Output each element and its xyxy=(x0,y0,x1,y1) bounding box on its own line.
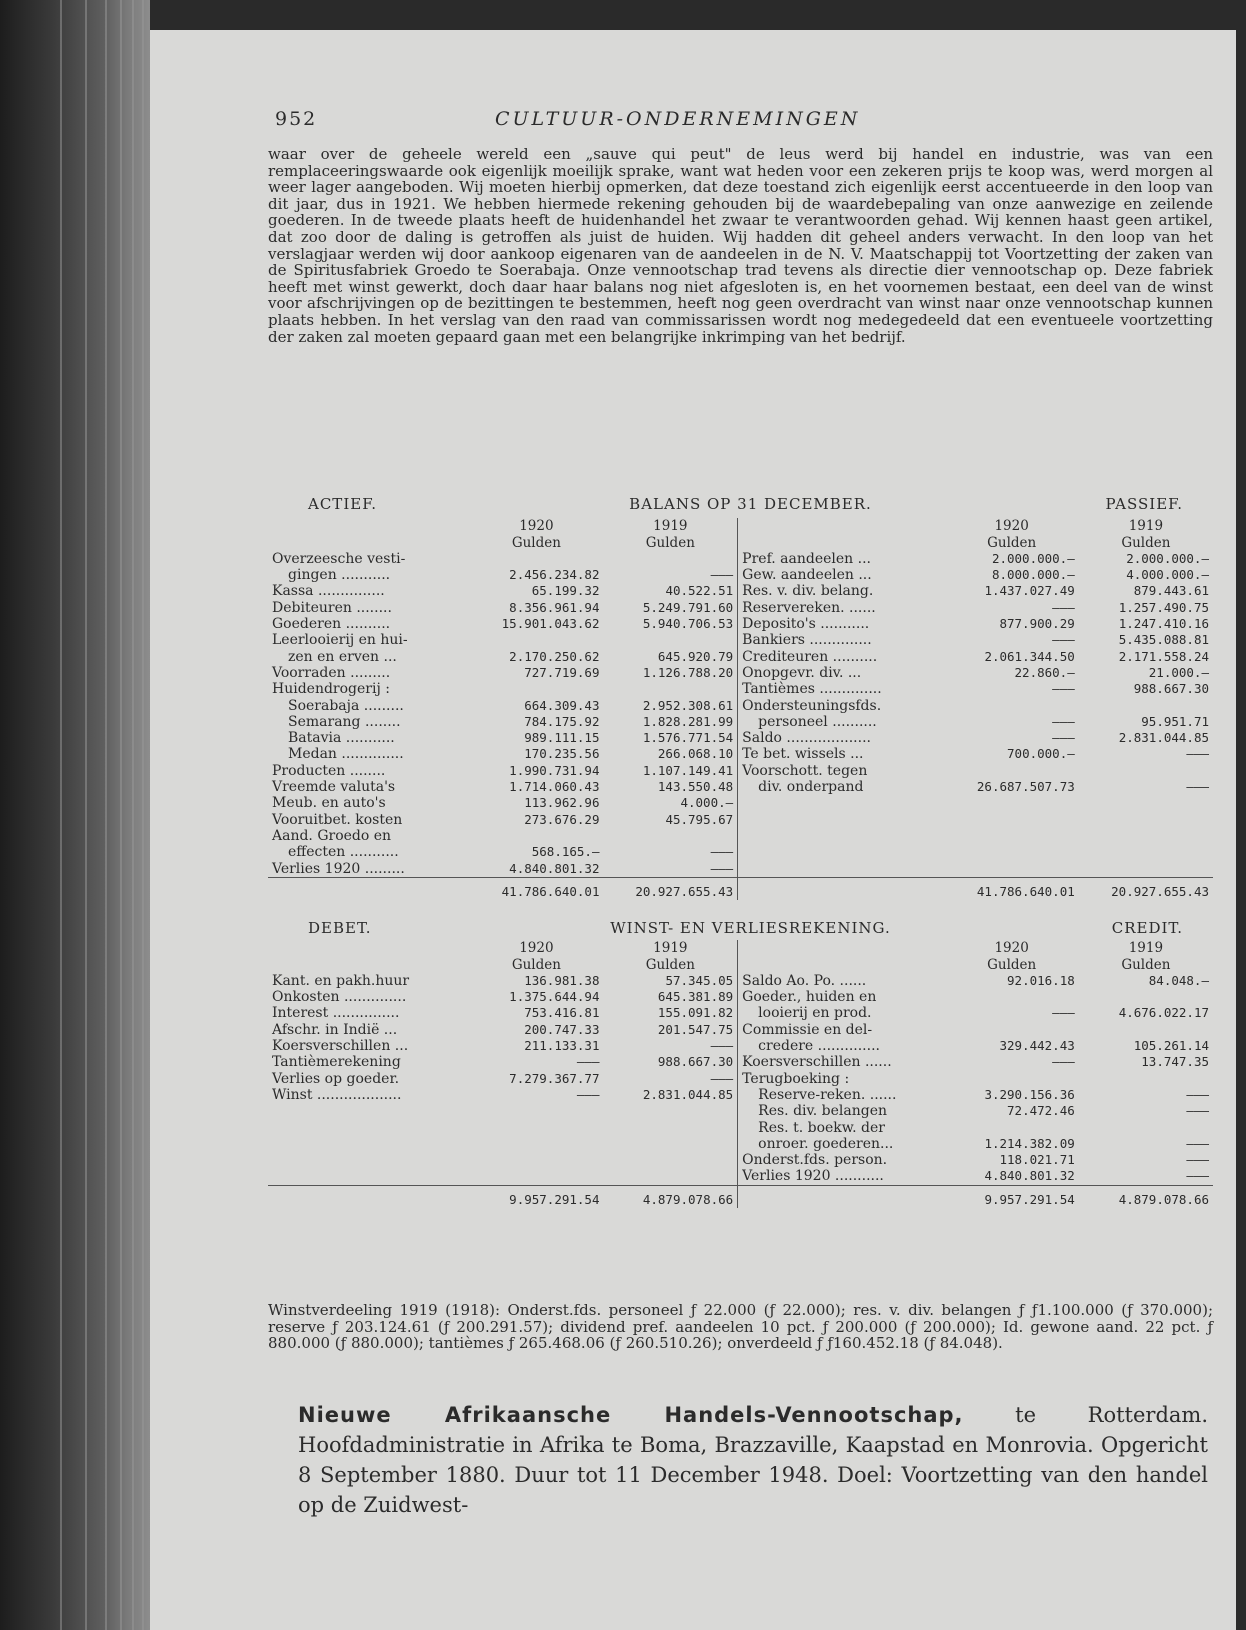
balance-row xyxy=(268,746,1213,762)
value-1920: ——— xyxy=(576,1086,600,1102)
item-label: personeel .......... xyxy=(738,714,945,730)
value-1920: ——— xyxy=(1052,713,1075,729)
value-1919: 5.249.791.60 xyxy=(642,599,734,615)
value-1919 xyxy=(1079,763,1213,779)
value-1920: 118.021.71 xyxy=(999,1152,1075,1168)
total-value: 41.786.640.01 xyxy=(469,877,603,900)
value-1920: 1.437.027.49 xyxy=(984,583,1075,599)
value-1919: ——— xyxy=(710,567,734,583)
item-label: Reservereken. ...... xyxy=(738,600,945,616)
item-label: zen en erven ... xyxy=(288,648,397,665)
total-value: 9.957.291.54 xyxy=(945,1185,1079,1208)
item-label: Ondersteuningsfds. xyxy=(738,698,945,714)
balance-row xyxy=(268,714,1213,730)
item-label: Leerlooierij en hui- xyxy=(272,632,408,649)
balance-row xyxy=(268,844,1213,860)
balance-right-label: PASSIEF. xyxy=(1105,495,1183,513)
item-label: Winst ................... xyxy=(272,1086,402,1103)
value-1919: 21.000.— xyxy=(1148,664,1209,680)
pnl-row xyxy=(268,1038,1213,1054)
value-1920: 273.676.29 xyxy=(524,811,600,827)
item-label: Saldo Ao. Po. ...... xyxy=(738,973,945,989)
balance-row xyxy=(268,730,1213,746)
value-1920 xyxy=(469,632,603,648)
value-1919: 2.000.000.— xyxy=(1126,550,1209,566)
value-1920: 989.111.15 xyxy=(524,730,600,746)
value-1919: 1.247.410.16 xyxy=(1118,616,1209,632)
value-1919: ——— xyxy=(1186,1103,1209,1119)
unit-label: Gulden xyxy=(511,956,561,973)
unit-label: Gulden xyxy=(1121,534,1171,551)
unit-label: Gulden xyxy=(645,534,695,551)
value-1920 xyxy=(945,844,1079,860)
year-1919: 1919 xyxy=(653,940,688,957)
value-1919: 105.261.14 xyxy=(1133,1038,1209,1054)
total-value: 4.879.078.66 xyxy=(1079,1185,1213,1208)
item-label: Res. v. div. belang. xyxy=(738,583,945,599)
balance-rows xyxy=(268,551,1213,877)
total-value: 41.786.640.01 xyxy=(945,877,1079,900)
value-1919 xyxy=(603,681,737,697)
profit-distribution-paragraph: Winstverdeeling 1919 (1918): Onderst.fds. personeel ƒ 22.000 (ƒ 22.000); res. v. div. belangen ƒ ƒ1.100.000 (ƒ 370.000); reserve ƒ 203.124.61 (ƒ 200.291.57); dividend pref. aandeelen 10 pct. ƒ 200.000 (ƒ 200.000); Id. gewone aand. 22 pct. ƒ 880.000 (ƒ 880.000); tantièmes ƒ 265.468.06 (ƒ 260.510.26); onverdeeld ƒ ƒ160.452.18 (ƒ 84.048). xyxy=(268,1301,1213,1353)
value-1919 xyxy=(1079,828,1213,844)
unit-label: Gulden xyxy=(987,534,1037,551)
value-1919: 879.443.61 xyxy=(1133,583,1209,599)
balance-row xyxy=(268,779,1213,795)
value-1920: 3.290.156.36 xyxy=(984,1086,1075,1102)
pnl-total-row xyxy=(268,1185,1213,1208)
pnl-row xyxy=(268,1103,1213,1119)
page-number: 952 xyxy=(275,108,318,130)
value-1919: ——— xyxy=(1186,1168,1209,1184)
value-1920 xyxy=(469,1152,603,1168)
value-1919 xyxy=(1079,989,1213,1005)
item-label: div. onderpand xyxy=(738,779,945,795)
pnl-row xyxy=(268,1120,1213,1136)
pnl-row xyxy=(268,989,1213,1005)
value-1920: ——— xyxy=(1052,730,1075,746)
value-1919: 645.920.79 xyxy=(657,648,734,664)
item-label xyxy=(268,1152,469,1168)
value-1919 xyxy=(1079,1022,1213,1038)
value-1919: 1.257.490.75 xyxy=(1118,599,1209,615)
book-spine xyxy=(0,0,150,1630)
balance-title: BALANS OP 31 DECEMBER. xyxy=(629,495,872,513)
value-1920: 170.235.56 xyxy=(524,746,600,762)
item-label: Saldo ................... xyxy=(738,730,945,746)
balance-row xyxy=(268,665,1213,681)
unit-label: Gulden xyxy=(1121,956,1171,973)
balance-row xyxy=(268,861,1213,878)
value-1920: 2.061.344.50 xyxy=(984,648,1075,664)
value-1920: 26.687.507.73 xyxy=(976,779,1075,795)
value-1920: 1.375.644.94 xyxy=(509,989,600,1005)
unit-label: Gulden xyxy=(987,956,1037,973)
item-label: Tantièmerekening xyxy=(272,1054,401,1071)
value-1920 xyxy=(945,861,1079,878)
value-1920: ——— xyxy=(1052,599,1075,615)
item-label: Verlies 1920 ........... xyxy=(738,1168,945,1185)
value-1920: 2.000.000.— xyxy=(991,550,1075,566)
value-1920: 136.981.38 xyxy=(524,972,600,988)
item-label: Medan .............. xyxy=(288,746,404,763)
value-1919 xyxy=(603,1136,737,1152)
value-1919: 40.522.51 xyxy=(665,583,734,599)
value-1920: 15.901.043.62 xyxy=(501,616,600,632)
value-1919: 5.940.706.53 xyxy=(642,616,734,632)
item-label: Debiteuren ........ xyxy=(272,599,392,616)
item-label: Vooruitbet. kosten xyxy=(272,811,403,828)
value-1919 xyxy=(603,1120,737,1136)
value-1920 xyxy=(469,1120,603,1136)
balance-total-row xyxy=(268,877,1213,900)
balance-row xyxy=(268,812,1213,828)
value-1919: 645.381.89 xyxy=(657,989,734,1005)
item-label: Vreemde valuta's xyxy=(272,779,396,796)
company-description: te Rotterdam. Hoofdadministratie in Afrika te Boma, Brazzaville, Kaapstad en Monrovia. Opgericht 8 September 1880. Duur tot 11 December 1948. Doel: Voortzetting van den handel op de Zuidwest- xyxy=(298,1403,1208,1517)
value-1920: 65.199.32 xyxy=(531,583,600,599)
pnl-row xyxy=(268,1152,1213,1168)
value-1919: 4.000.— xyxy=(680,795,734,811)
value-1919: 266.068.10 xyxy=(657,746,734,762)
value-1919: 155.091.82 xyxy=(657,1005,734,1021)
year-1919: 1919 xyxy=(653,518,688,535)
item-label: Bankiers .............. xyxy=(738,632,945,648)
intro-text: waar over de geheele wereld een „sauve qui peut" de leus werd bij handel en industrie, was van een remplaceeringswaarde ook eigenlijk moeilijk sprake, want wat heden voor een zekeren prijs te koop was, werd morgen al weer lager aangeboden. Wij moeten hierbij opmerken, dat deze toestand zich eigenlijk eerst accentueerde in den loop van dit jaar, dus in 1921. We hebben hiermede rekening gehouden bij de waardebepaling van onze aanwezige en zeilende goederen. In de tweede plaats heeft de huidenhandel het zwaar te verantwoorden gehad. Wij kennen haast geen artikel, dat zoo door de daling is getroffen als juist de huiden. Wij hadden dit geheel anders verwacht. In den loop van het verslagjaar werden wij door aankoop eigenaren van de aandeelen in de N. V. Maatschappij tot Voortzetting der zaken van de Spiritusfabriek Groedo te Soerabaja. Onze vennootschap trad tevens als directie dier vennootschap op. Deze fabriek heeft met winst gewerkt, doch daar haar balans nog niet afgesloten is, en het voornemen bestaat, een deel van de winst voor afschrijvingen op de bezittingen te bestemmen, heeft nog geen overdracht van winst naar onze vennootschap kunnen plaats hebben. In het verslag van den raad van commissarissen wordt nog medegedeeld dat een eventueele voortzetting der zaken zal moeten gepaard gaan met een belangrijke inkrimping van het bedrijf. xyxy=(268,145,1213,346)
item-label xyxy=(268,1103,469,1119)
value-1920: 211.133.31 xyxy=(524,1038,600,1054)
item-label: Overzeesche vesti- xyxy=(272,550,406,567)
value-1919 xyxy=(1079,1120,1213,1136)
item-label: Producten ........ xyxy=(272,762,386,779)
item-label: Koersverschillen ...... xyxy=(738,1054,945,1070)
pnl-row xyxy=(268,1087,1213,1103)
item-label: Huidendrogerij : xyxy=(272,681,390,698)
value-1919 xyxy=(1079,1071,1213,1087)
pnl-row xyxy=(268,1054,1213,1070)
pnl-year-row xyxy=(268,940,1213,956)
item-label xyxy=(268,1168,469,1185)
value-1919: ——— xyxy=(1186,779,1209,795)
item-label: Onkosten .............. xyxy=(272,989,407,1006)
value-1920: ——— xyxy=(1052,1005,1075,1021)
value-1919: 84.048.— xyxy=(1148,972,1209,988)
item-label: Res. t. boekw. der xyxy=(738,1120,945,1136)
value-1920: ——— xyxy=(576,1054,600,1070)
item-label xyxy=(738,812,945,828)
item-label: gingen ........... xyxy=(288,567,391,584)
pnl-left-label: DEBET. xyxy=(308,919,372,937)
value-1920: 664.309.43 xyxy=(524,697,600,713)
balance-header-table xyxy=(268,496,1213,512)
value-1919: 2.952.308.61 xyxy=(642,697,734,713)
item-label xyxy=(738,861,945,878)
value-1919 xyxy=(1079,698,1213,714)
value-1920: 1.214.382.09 xyxy=(984,1135,1075,1151)
year-1919: 1919 xyxy=(1128,940,1164,957)
value-1920 xyxy=(945,812,1079,828)
pnl-right-label: CREDIT. xyxy=(1111,919,1183,937)
value-1919 xyxy=(1079,861,1213,878)
item-label: Aand. Groedo en xyxy=(272,827,392,844)
balance-row xyxy=(268,567,1213,583)
unit-label: Gulden xyxy=(511,534,561,551)
year-1920: 1920 xyxy=(994,940,1029,957)
item-label: Interest ............... xyxy=(272,1005,400,1022)
value-1919: 1.126.788.20 xyxy=(642,664,734,680)
item-label: Res. div. belangen xyxy=(738,1103,945,1119)
pnl-row xyxy=(268,1022,1213,1038)
balance-row xyxy=(268,698,1213,714)
value-1919: ——— xyxy=(1186,1135,1209,1151)
value-1920: 8.356.961.94 xyxy=(509,599,600,615)
pnl-row xyxy=(268,973,1213,989)
value-1919 xyxy=(603,1152,737,1168)
value-1919: 5.435.088.81 xyxy=(1118,632,1209,648)
balance-year-row xyxy=(268,518,1213,534)
value-1920 xyxy=(469,551,603,567)
item-label: Te bet. wissels ... xyxy=(738,746,945,762)
item-label: effecten ........... xyxy=(288,844,399,861)
item-label: Afschr. in Indië ... xyxy=(272,1021,398,1038)
item-label: credere .............. xyxy=(738,1038,945,1054)
balance-left-label: ACTIEF. xyxy=(308,495,378,513)
value-1920: 568.165.— xyxy=(531,844,600,860)
pnl-unit-row xyxy=(268,957,1213,973)
value-1920: 1.714.060.43 xyxy=(509,779,600,795)
value-1919: ——— xyxy=(1186,1152,1209,1168)
value-1919: 143.550.48 xyxy=(657,779,734,795)
item-label: Commissie en del- xyxy=(738,1022,945,1038)
item-label: Voorraden ......... xyxy=(272,664,391,681)
value-1919 xyxy=(603,828,737,844)
item-label: Gew. aandeelen ... xyxy=(738,567,945,583)
value-1920: 784.175.92 xyxy=(524,713,600,729)
profit-loss-account xyxy=(268,920,1213,1208)
value-1920 xyxy=(469,1136,603,1152)
value-1920: 753.416.81 xyxy=(524,1005,600,1021)
item-label: onroer. goederen... xyxy=(738,1136,945,1152)
value-1920: 1.990.731.94 xyxy=(509,762,600,778)
balance-row xyxy=(268,828,1213,844)
value-1920 xyxy=(469,1103,603,1119)
item-label: Verlies op goeder. xyxy=(272,1070,400,1087)
item-label xyxy=(268,1120,469,1136)
total-value: 9.957.291.54 xyxy=(469,1185,603,1208)
item-label: Onopgevr. div. ... xyxy=(738,665,945,681)
value-1920: 92.016.18 xyxy=(1007,972,1075,988)
value-1919: 2.831.044.85 xyxy=(1118,730,1209,746)
item-label xyxy=(268,1136,469,1152)
value-1920: 877.900.29 xyxy=(999,616,1075,632)
value-1920 xyxy=(945,1120,1079,1136)
value-1920 xyxy=(945,989,1079,1005)
item-label: Terugboeking : xyxy=(738,1071,945,1087)
value-1919: 1.828.281.99 xyxy=(642,713,734,729)
item-label: Batavia ........... xyxy=(288,730,395,747)
item-label: Soerabaja ......... xyxy=(288,697,404,714)
value-1920: 4.840.801.32 xyxy=(509,860,600,876)
company-entry xyxy=(298,1400,1208,1520)
value-1920: 200.747.33 xyxy=(524,1021,600,1037)
value-1919: ——— xyxy=(710,860,734,876)
value-1920 xyxy=(945,1071,1079,1087)
item-label xyxy=(738,844,945,860)
value-1919: ——— xyxy=(1186,1086,1209,1102)
value-1920: 727.719.69 xyxy=(524,664,600,680)
intro-paragraph xyxy=(268,146,1213,345)
balance-table xyxy=(268,518,1213,900)
pnl-table xyxy=(268,940,1213,1208)
total-value: 20.927.655.43 xyxy=(1079,877,1213,900)
value-1919 xyxy=(603,551,737,567)
value-1920 xyxy=(469,681,603,697)
total-value: 20.927.655.43 xyxy=(603,877,737,900)
balance-row xyxy=(268,795,1213,811)
value-1919 xyxy=(603,1168,737,1185)
item-label: Voorschott. tegen xyxy=(738,763,945,779)
balance-unit-row xyxy=(268,535,1213,551)
value-1919: 13.747.35 xyxy=(1141,1054,1209,1070)
balance-sheet xyxy=(268,496,1213,900)
item-label: Koersverschillen ... xyxy=(272,1038,409,1055)
value-1919: ——— xyxy=(1186,746,1209,762)
pnl-row xyxy=(268,1005,1213,1021)
value-1920: 72.472.46 xyxy=(1007,1103,1075,1119)
book-page xyxy=(150,30,1236,1630)
unit-label: Gulden xyxy=(645,956,695,973)
value-1919 xyxy=(603,632,737,648)
year-1920: 1920 xyxy=(519,518,554,535)
balance-row xyxy=(268,681,1213,697)
value-1919: 4.676.022.17 xyxy=(1118,1005,1209,1021)
value-1919: 988.667.30 xyxy=(1133,681,1209,697)
pnl-row xyxy=(268,1071,1213,1087)
value-1919: 95.951.71 xyxy=(1141,713,1209,729)
value-1920: 8.000.000.— xyxy=(991,567,1075,583)
item-label: Tantièmes .............. xyxy=(738,681,945,697)
value-1920: 22.860.— xyxy=(1014,664,1075,680)
value-1919: 4.000.000.— xyxy=(1126,567,1209,583)
value-1919: 2.171.558.24 xyxy=(1118,648,1209,664)
value-1919 xyxy=(1079,812,1213,828)
item-label: looierij en prod. xyxy=(738,1005,945,1021)
balance-row xyxy=(268,583,1213,599)
pnl-rows xyxy=(268,973,1213,1185)
item-label: Goeder., huiden en xyxy=(738,989,945,1005)
value-1919: 2.831.044.85 xyxy=(642,1086,734,1102)
balance-row xyxy=(268,600,1213,616)
value-1919: ——— xyxy=(710,1038,734,1054)
running-title: CULTUUR-ONDERNEMINGEN xyxy=(495,108,861,130)
item-label: Onderst.fds. person. xyxy=(738,1152,945,1168)
value-1920: 2.170.250.62 xyxy=(509,648,600,664)
value-1919: 57.345.05 xyxy=(665,972,734,988)
item-label xyxy=(738,795,945,811)
item-label: Reserve-reken. ...... xyxy=(738,1087,945,1103)
value-1920: ——— xyxy=(1052,632,1075,648)
item-label: Verlies 1920 ......... xyxy=(272,860,405,877)
pnl-row xyxy=(268,1168,1213,1185)
value-1920: 329.442.43 xyxy=(999,1038,1075,1054)
value-1919 xyxy=(1079,844,1213,860)
value-1920: 4.840.801.32 xyxy=(984,1168,1075,1184)
value-1919: 1.107.149.41 xyxy=(642,762,734,778)
value-1919: ——— xyxy=(710,844,734,860)
total-value: 4.879.078.66 xyxy=(603,1185,737,1208)
value-1920 xyxy=(945,763,1079,779)
item-label: Semarang ........ xyxy=(288,713,401,730)
item-label: Meub. en auto's xyxy=(272,795,386,812)
balance-row xyxy=(268,632,1213,648)
value-1920: 700.000.— xyxy=(1007,746,1075,762)
year-1920: 1920 xyxy=(519,940,554,957)
value-1920 xyxy=(469,1168,603,1185)
value-1920: 2.456.234.82 xyxy=(509,567,600,583)
item-label: Crediteuren .......... xyxy=(738,649,945,665)
pnl-header-table xyxy=(268,920,1213,936)
value-1919 xyxy=(1079,795,1213,811)
item-label xyxy=(738,828,945,844)
item-label: Pref. aandeelen ... xyxy=(738,551,945,567)
value-1919: 45.795.67 xyxy=(665,811,734,827)
pnl-title: WINST- EN VERLIESREKENING. xyxy=(610,919,891,937)
value-1920: ——— xyxy=(1052,1054,1075,1070)
item-label: Kant. en pakh.huur xyxy=(272,972,410,989)
value-1920: ——— xyxy=(1052,681,1075,697)
value-1920 xyxy=(945,828,1079,844)
balance-row xyxy=(268,551,1213,567)
item-label: Deposito's ........... xyxy=(738,616,945,632)
year-1920: 1920 xyxy=(994,518,1029,535)
value-1920 xyxy=(945,698,1079,714)
value-1919: 1.576.771.54 xyxy=(642,730,734,746)
balance-row xyxy=(268,649,1213,665)
value-1919: ——— xyxy=(710,1070,734,1086)
item-label: Goederen .......... xyxy=(272,616,391,633)
value-1919: 988.667.30 xyxy=(657,1054,734,1070)
value-1920 xyxy=(945,1022,1079,1038)
value-1920: 7.279.367.77 xyxy=(509,1070,600,1086)
year-1919: 1919 xyxy=(1128,518,1164,535)
balance-row xyxy=(268,763,1213,779)
value-1919: 201.547.75 xyxy=(657,1021,734,1037)
value-1920 xyxy=(945,795,1079,811)
item-label: Kassa ............... xyxy=(272,583,385,600)
company-name: Nieuwe Afrikaansche Handels-Vennootschap, xyxy=(298,1403,964,1427)
value-1919 xyxy=(603,1103,737,1119)
value-1920: 113.962.96 xyxy=(524,795,600,811)
value-1920 xyxy=(469,828,603,844)
pnl-row xyxy=(268,1136,1213,1152)
balance-row xyxy=(268,616,1213,632)
